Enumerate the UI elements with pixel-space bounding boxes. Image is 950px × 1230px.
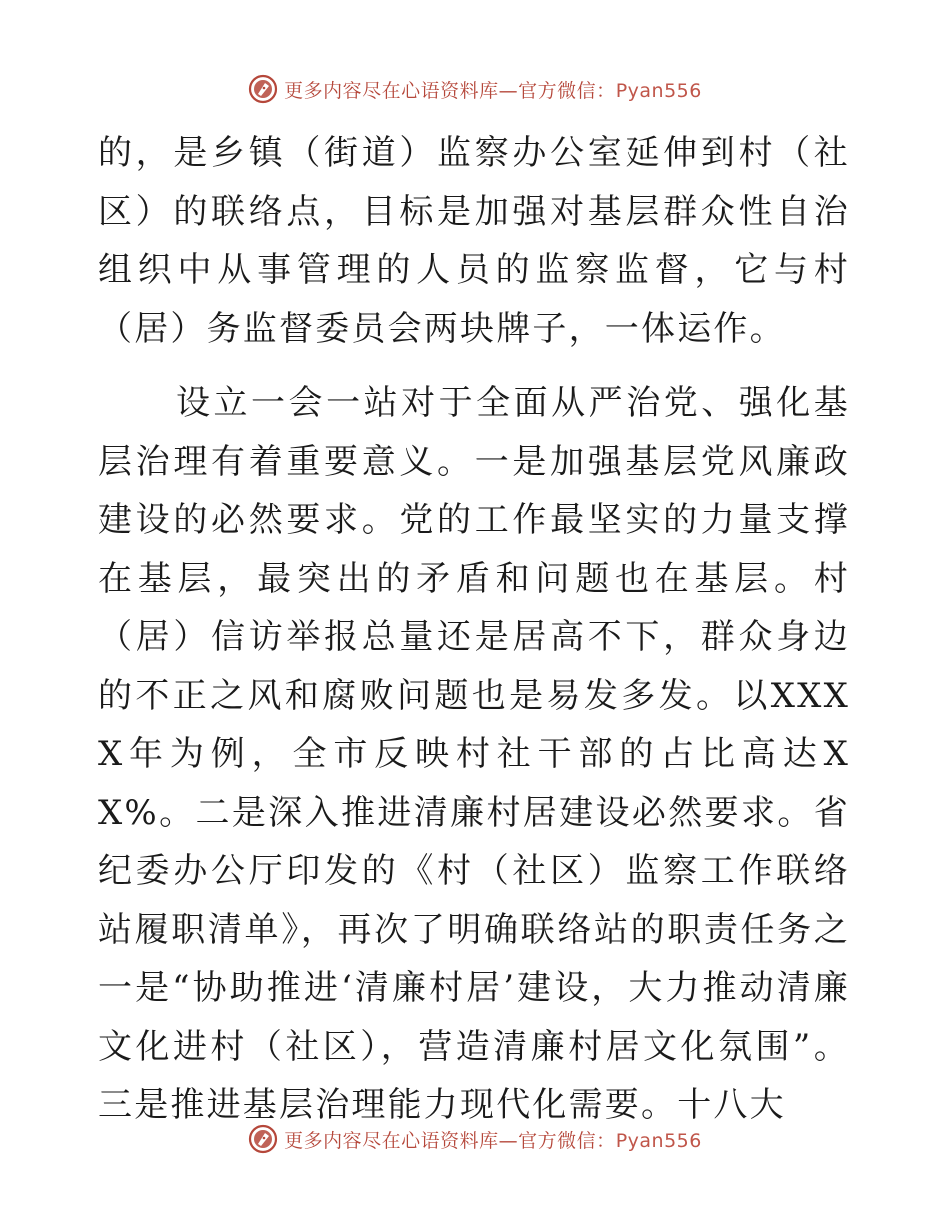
watermark-label: 官方微信： xyxy=(518,79,616,102)
document-body xyxy=(98,124,850,1135)
paragraph-2: 设立一会一站对于全面从严治党、强化基层治理有着重要意义。一是加强基层党风廉政建设的必然要求。党的工作最坚实的力量支撑在基层，最突出的矛盾和问题也在基层。村（居）信访举报总量还是居高不下，群众身边的不正之风和腐败问题也是易发多发。以XXXX年为例，全市反映村社干部的占比高达XX%。二是深入推进清廉村居建设必然要求。省纪委办公厅印发的《村（社区）监察工作联络站履职清单》，再次了明确联络站的职责任务之一是“协助推进‘清廉村居’建设，大力推动清廉文化进村（社区），营造清廉村居文化氛围”。三是推进基层治理能力现代化需要。十八大 xyxy=(98,383,850,1125)
header-watermark xyxy=(0,72,950,106)
pen-nib-seal-icon xyxy=(248,74,278,104)
watermark-text xyxy=(284,76,702,103)
paragraph-1: 的，是乡镇（街道）监察办公室延伸到村（社区）的联络点，目标是加强对基层群众性自治组织中从事管理的人员的监察监督，它与村（居）务监督委员会两块牌子，一体运作。 xyxy=(98,133,850,349)
watermark-brand: 更多内容尽在心语资料库 xyxy=(284,79,499,102)
watermark-contact: Pyan556 xyxy=(615,79,702,102)
footer-watermark xyxy=(0,1122,950,1156)
watermark-brand: 更多内容尽在心语资料库 xyxy=(284,1129,499,1152)
pen-nib-seal-icon xyxy=(248,1124,278,1154)
watermark-separator: — xyxy=(498,1129,519,1152)
watermark-label: 官方微信： xyxy=(518,1129,616,1152)
watermark-contact: Pyan556 xyxy=(615,1129,702,1152)
watermark-text xyxy=(284,1126,702,1153)
watermark-separator: — xyxy=(498,79,519,102)
